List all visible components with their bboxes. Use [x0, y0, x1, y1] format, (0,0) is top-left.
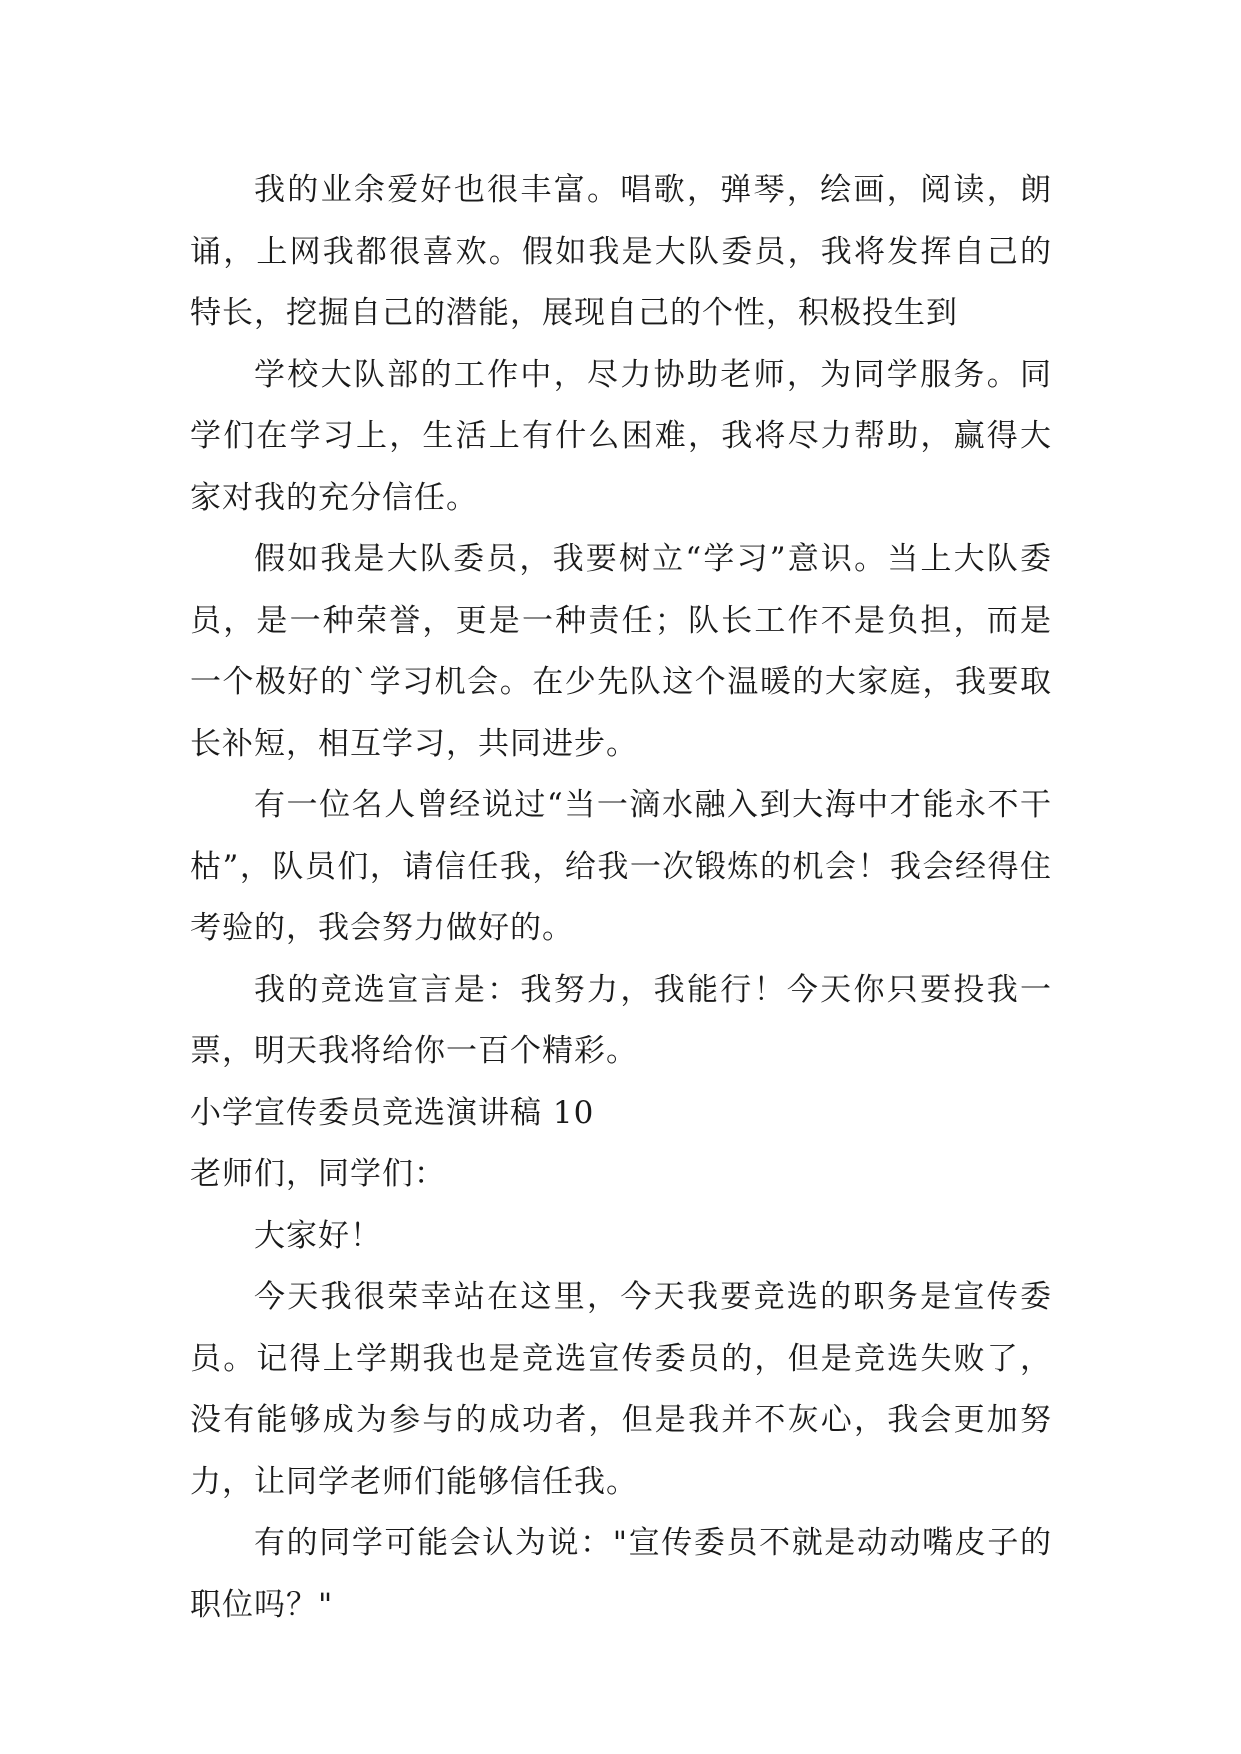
salutation: 老师们，同学们：	[190, 1156, 446, 1192]
paragraph-slogan: 我的竞选宣言是：我努力，我能行！今天你只要投我一票，明天我将给你一百个精彩。	[190, 971, 1052, 1069]
paragraph-quote: 有一位名人曾经说过“当一滴水融入到大海中才能永不干枯”，队员们，请信任我，给我一次锻炼的机会！我会经得住考验的，我会努力做好的。	[190, 787, 1052, 946]
section-title: 小学宣传委员竞选演讲稿 10	[190, 1094, 595, 1131]
paragraph-service: 学校大队部的工作中，尽力协助老师，为同学服务。同学们在学习上，生活上有什么困难，我将尽力帮助，赢得大家对我的充分信任。	[190, 356, 1052, 516]
paragraph-learning: 假如我是大队委员，我要树立“学习”意识。当上大队委员，是一种荣誉，更是一种责任；队长工作不是负担，而是一个极好的`学习机会。在少先队这个温暖的大家庭，我要取长补短，相互学习，共同进步。	[190, 541, 1052, 762]
greeting: 大家好！	[254, 1217, 382, 1254]
paragraph-candidacy: 今天我很荣幸站在这里，今天我要竞选的职务是宣传委员。记得上学期我也是竞选宣传委员的，但是竞选失败了，没有能够成为参与的成功者，但是我并不灰心，我会更加努力，让同学老师们能够信任我。	[190, 1279, 1052, 1500]
paragraph-hobbies: 我的业余爱好也很丰富。唱歌，弹琴，绘画，阅读，朗诵，上网我都很喜欢。假如我是大队委员，我将发挥自己的特长，挖掘自己的潜能，展现自己的个性，积极投生到	[190, 172, 1052, 331]
paragraph-question: 有的同学可能会认为说："宣传委员不就是动动嘴皮子的职位吗？"	[190, 1525, 1052, 1623]
document-body	[190, 160, 1052, 1636]
